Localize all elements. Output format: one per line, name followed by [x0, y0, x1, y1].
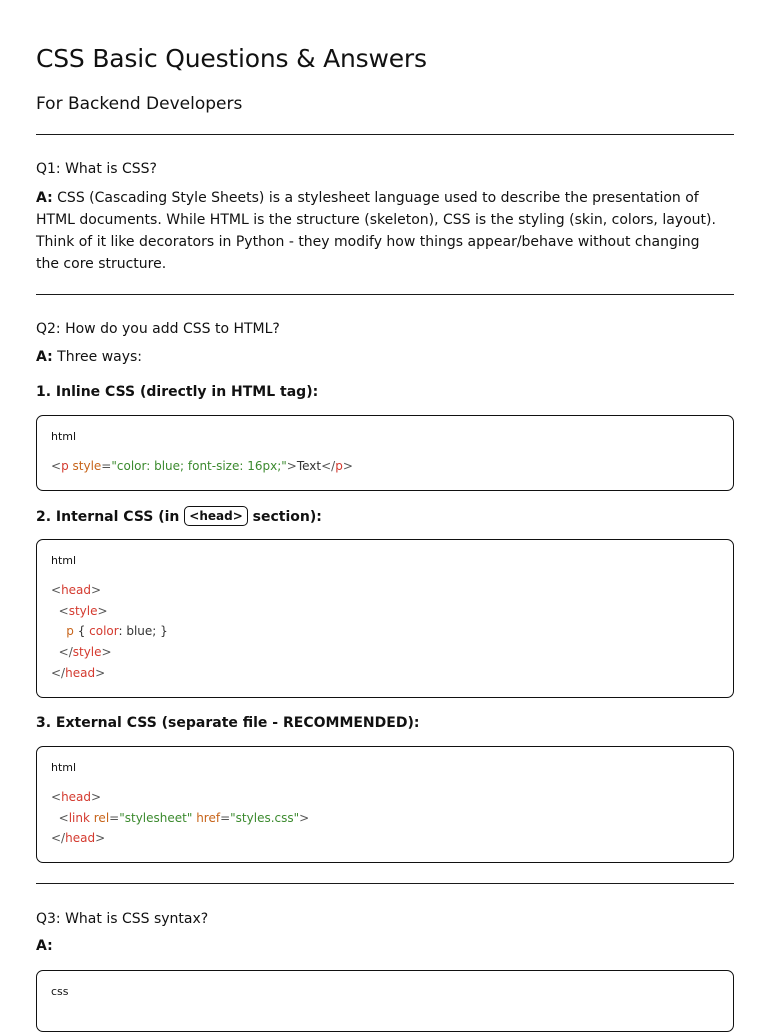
code-language-label: css	[51, 985, 69, 998]
divider	[36, 294, 734, 295]
question-3: Q3: What is CSS syntax?	[36, 911, 209, 927]
answer-3	[36, 935, 726, 957]
question-2: Q2: How do you add CSS to HTML?	[36, 321, 280, 337]
page-subtitle: For Backend Developers	[36, 94, 243, 114]
code-content: <p style="color: blue; font-size: 16px;">Text</p>	[51, 459, 353, 473]
answer-1-text: CSS (Cascading Style Sheets) is a stylesheet language used to describe the presentation of HTML documents. While HTML is the structure (skeleton), CSS is the styling (skin, colors, layout). Think of it like decorators in Python - they modify how things appear/behave without changing the core structure.	[36, 190, 716, 272]
answer-label: A:	[36, 190, 53, 206]
page-title: CSS Basic Questions & Answers	[36, 44, 427, 73]
code-block-external-css	[36, 746, 734, 863]
answer-1	[36, 187, 726, 275]
answer-label: A:	[36, 938, 53, 954]
code-language-label: html	[51, 761, 77, 774]
code-content: <head> <style> p { color: blue; } </style> </head>	[51, 583, 168, 680]
code-block-inline-css	[36, 415, 734, 491]
answer-label: A:	[36, 349, 53, 365]
code-content: <head> <link rel="stylesheet" href="styles.css"> </head>	[51, 790, 310, 846]
answer-2-text: Three ways:	[52, 349, 143, 365]
inline-code-head: <head>	[184, 506, 247, 526]
code-language-label: html	[51, 430, 77, 443]
code-block-css-syntax	[36, 970, 734, 1032]
answer-2	[36, 346, 726, 368]
method-3-heading: 3. External CSS (separate file - RECOMMENDED):	[36, 715, 420, 731]
divider	[36, 883, 734, 884]
method-2-heading: 2. Internal CSS (in <head> section):	[36, 506, 322, 527]
method-1-heading: 1. Inline CSS (directly in HTML tag):	[36, 384, 319, 400]
divider	[36, 134, 734, 135]
code-block-internal-css	[36, 539, 734, 698]
question-1: Q1: What is CSS?	[36, 161, 157, 177]
code-language-label: html	[51, 554, 77, 567]
